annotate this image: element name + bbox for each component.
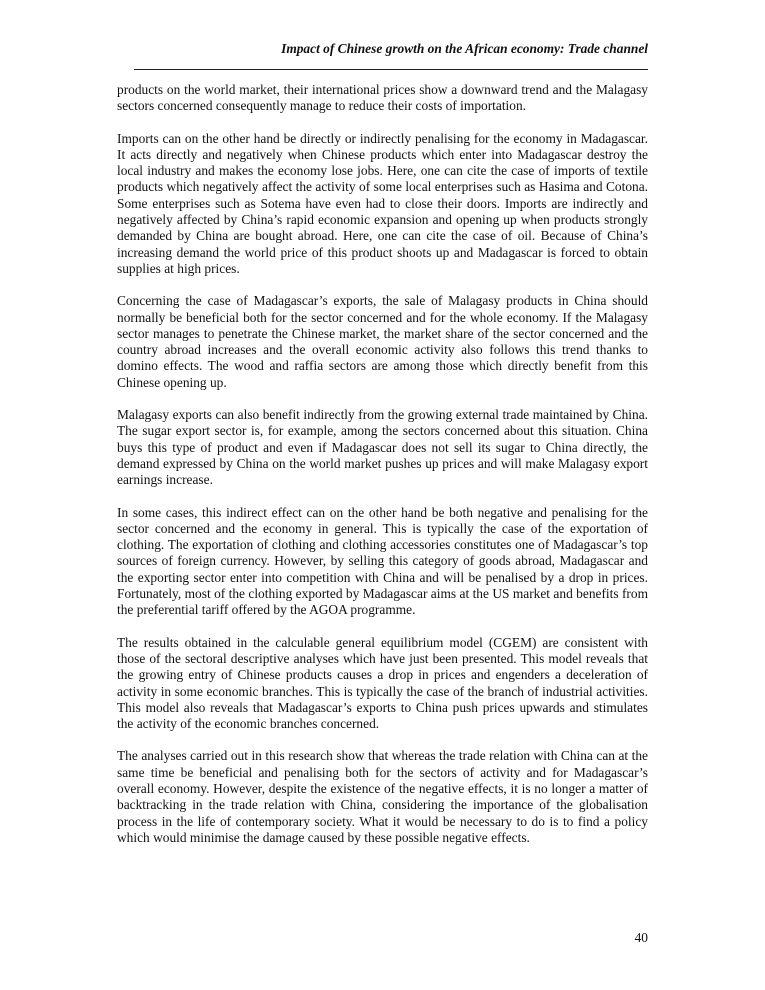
page-number: 40: [634, 930, 648, 945]
paragraph: The analyses carried out in this research show that whereas the trade relation with China can at the same time be beneficial and penalising both for the sectors of activity and for Madagascar’s overall economy. However, despite the existence of the negative effects, it is no longer a matter of backtracking in the trade relation with China, considering the importance of the globalisation process in the life of contemporary society. What it would be necessary to do is to find a policy which would minimise the damage caused by these possible negative effects.: [117, 748, 648, 845]
header-rule: [134, 69, 648, 70]
running-header: Impact of Chinese growth on the African economy: Trade channel: [281, 41, 648, 56]
paragraph: The results obtained in the calculable general equilibrium model (CGEM) are consistent with those of the sectoral descriptive analyses which have just been presented. This model reveals that the growing entry of Chinese products causes a drop in prices and engenders a deceleration of activity in some economic branches. This is typically the case of the branch of industrial activities. This model also reveals that Madagascar’s exports to China push prices upwards and stimulates the activity of the economic branches concerned.: [117, 634, 648, 732]
paragraph: Concerning the case of Madagascar’s exports, the sale of Malagasy products in China should normally be beneficial both for the sector concerned and for the whole economy. If the Malagasy sector manages to penetrate the Chinese market, the market share of the sector concerned and the country abroad increases and the overall economic activity also follows this trend thanks to domino effects. The wood and raffia sectors are among those which directly benefit from this Chinese opening up.: [117, 293, 648, 390]
paragraph: Imports can on the other hand be directly or indirectly penalising for the economy in Madagascar. It acts directly and negatively when Chinese products which enter into Madagascar destroy the local industry and makes the economy lose jobs. Here, one can cite the case of imports of textile products which negatively affect the activity of some local enterprises such as Hasima and Cotona. Some enterprises such as Sotema have even had to close their doors. Imports are indirectly and negatively affected by China’s rapid economic expansion and opening up when products strongly demanded by China are bought abroad. Here, one can cite the case of oil. Because of China’s increasing demand the world price of this product shoots up and Madagascar is forced to obtain supplies at high prices.: [117, 130, 648, 276]
paragraph: products on the world market, their international prices show a downward trend and the Malagasy sectors concerned consequently manage to reduce their costs of importation.: [117, 82, 648, 114]
paragraph: Malagasy exports can also benefit indirectly from the growing external trade maintained by China. The sugar export sector is, for example, among the sectors concerned about this situation. China buys this type of product and even if Madagascar does not sell its sugar to China directly, the demand expressed by China on the world market pushes up prices and will make Malagasy export earnings increase.: [117, 407, 648, 488]
body-text: [117, 82, 648, 862]
paragraph: In some cases, this indirect effect can on the other hand be both negative and penalising for the sector concerned and the economy in general. This is typically the case of the exportation of clothing. The exportation of clothing and clothing accessories constitutes one of Madagascar’s top sources of foreign currency. However, by selling this category of goods abroad, Madagascar and the exporting sector enter into competition with China and will be penalised by a drop in prices. Fortunately, most of the clothing exported by Madagascar aims at the US market and benefits from the preferential tariff offered by the AGOA programme.: [117, 504, 648, 618]
